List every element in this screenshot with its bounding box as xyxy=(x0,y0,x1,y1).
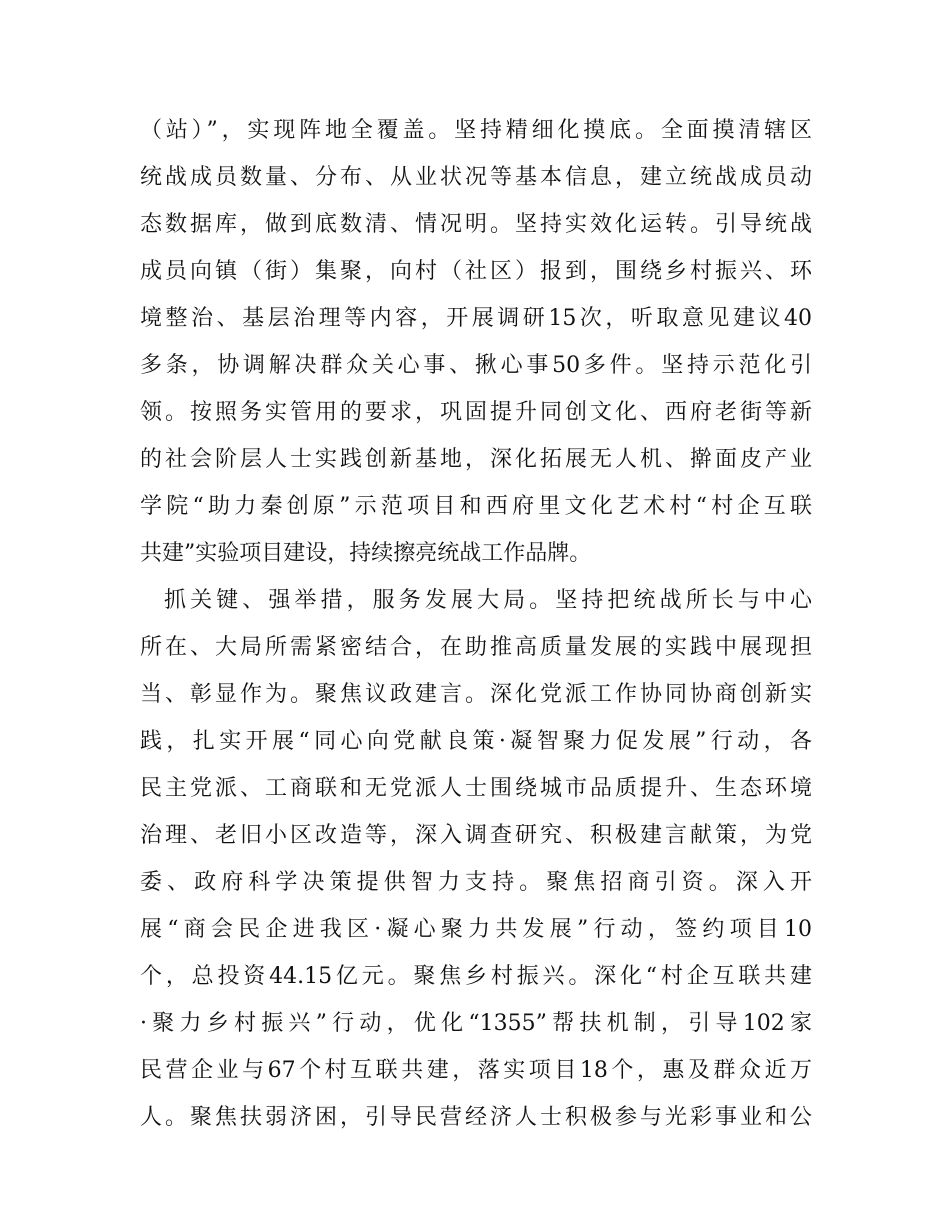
text-line: 所在、大局所需紧密结合，在助推高质量发展的实践中展现担 xyxy=(140,635,812,660)
text-line: 委、政府科学决策提供智力支持。聚焦招商引资。深入开 xyxy=(140,870,812,895)
text-line: 民营企业与67个村互联共建，落实项目18个，惠及群众近万 xyxy=(140,1058,812,1083)
text-line: （站）”，实现阵地全覆盖。坚持精细化摸底。全面摸清辖区 xyxy=(140,118,812,143)
text-line: 态数据库，做到底数清、情况明。坚持实效化运转。引导统战 xyxy=(140,212,812,237)
text-line: 学院“助力秦创原”示范项目和西府里文化艺术村“村企互联 xyxy=(140,494,812,519)
paragraph-end-line: 共建”实验项目建设，持续擦亮统战工作品牌。 xyxy=(140,541,592,566)
text-line: 境整治、基层治理等内容，开展调研15次，听取意见建议40 xyxy=(140,306,812,331)
text-line: 民主党派、工商联和无党派人士围绕城市品质提升、生态环境 xyxy=(140,776,812,801)
text-line: 个，总投资44.15亿元。聚焦乡村振兴。深化“村企互联共建 xyxy=(140,964,812,989)
text-line: 展“商会民企进我区·凝心聚力共发展”行动，签约项目10 xyxy=(140,917,812,942)
paragraph-start-line: 抓关键、强举措，服务发展大局。坚持把统战所长与中心 xyxy=(164,588,812,613)
text-line: 多条，协调解决群众关心事、揪心事50多件。坚持示范化引 xyxy=(140,353,812,378)
text-line: 成员向镇（街）集聚，向村（社区）报到，围绕乡村振兴、环 xyxy=(140,259,812,284)
text-line: 领。按照务实管用的要求，巩固提升同创文化、西府老街等新 xyxy=(140,400,812,425)
text-line: 的社会阶层人士实践创新基地，深化拓展无人机、擀面皮产业 xyxy=(140,447,812,472)
text-line: ·聚力乡村振兴”行动，优化“1355”帮扶机制，引导102家 xyxy=(140,1011,812,1036)
text-line: 当、彰显作为。聚焦议政建言。深化党派工作协同协商创新实 xyxy=(140,682,812,707)
text-line: 践，扎实开展“同心向党献良策·凝智聚力促发展”行动，各 xyxy=(140,729,812,754)
text-line: 统战成员数量、分布、从业状况等基本信息，建立统战成员动 xyxy=(140,165,812,190)
text-line: 人。聚焦扶弱济困，引导民营经济人士积极参与光彩事业和公 xyxy=(140,1105,812,1130)
text-line: 治理、老旧小区改造等，深入调查研究、积极建言献策，为党 xyxy=(140,823,812,848)
